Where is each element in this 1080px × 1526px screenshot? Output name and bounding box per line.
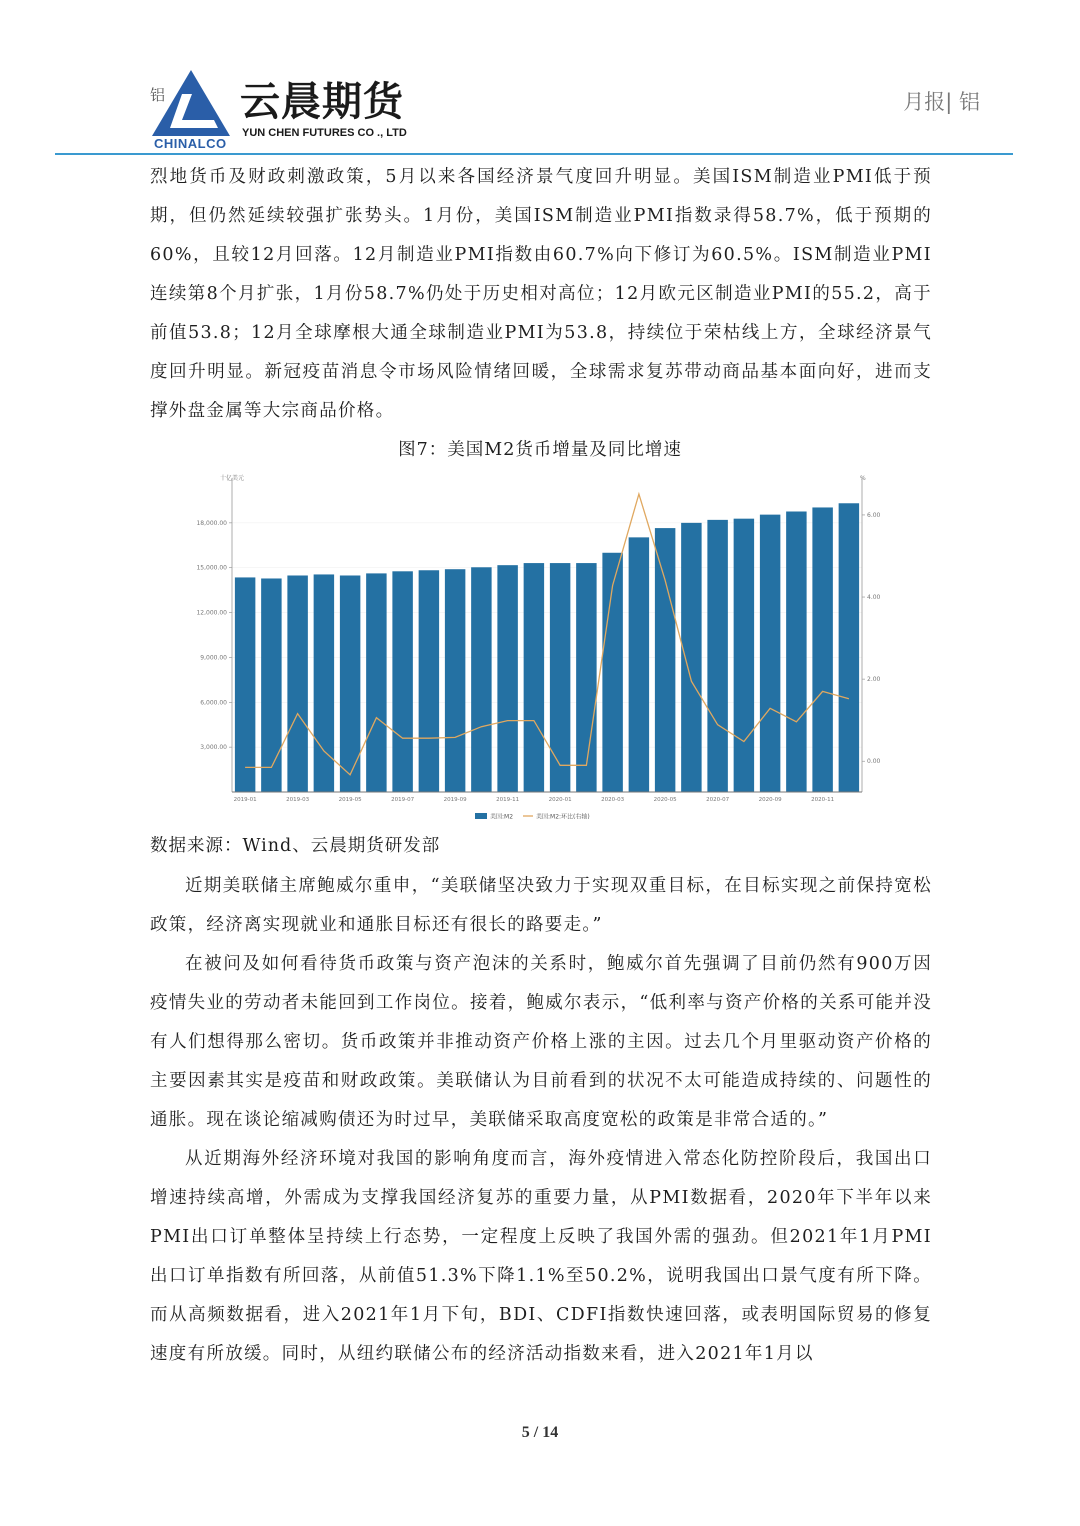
svg-text:2019-09: 2019-09 [443,797,467,803]
svg-text:2019-01: 2019-01 [233,797,257,803]
svg-text:2020-05: 2020-05 [653,797,677,803]
svg-text:4.00: 4.00 [867,594,881,602]
chinalco-logo-icon [152,70,230,136]
svg-text:2020-11: 2020-11 [811,797,835,803]
page-number: 5 / 14 [521,1424,559,1441]
svg-text:0.00: 0.00 [867,758,881,766]
svg-text:9,000.00: 9,000.00 [200,654,227,662]
bar [261,578,281,792]
svg-text:6.00: 6.00 [867,511,881,519]
bar [550,563,570,792]
chart-canvas [180,466,900,828]
bar [786,511,806,792]
header-tag: 铝 [150,86,166,104]
bar [760,515,780,792]
svg-text:2.00: 2.00 [867,676,881,684]
bar [366,573,386,792]
bar [655,528,675,792]
data-source: 数据来源：Wind、云晨期货研发部 [150,836,441,856]
company-name-en: YUN CHEN FUTURES CO ., LTD [242,127,407,139]
svg-text:2020-09: 2020-09 [758,797,782,803]
svg-text:美国:M2: 美国:M2 [490,813,514,821]
page-header [0,0,1080,160]
body-section-top [150,158,932,431]
svg-text:2019-03: 2019-03 [286,797,310,803]
figure-caption: 图7：美国M2货币增量及同比增速 [398,440,682,460]
bar [839,503,859,792]
svg-text:十亿美元: 十亿美元 [220,475,245,482]
svg-text:2019-05: 2019-05 [338,797,362,803]
bar [392,571,412,792]
line-series [245,494,849,775]
company-name-cn: 云晨期货 [240,79,404,125]
bar [497,565,517,792]
svg-text:美国:M2:环比(右轴): 美国:M2:环比(右轴) [536,813,590,821]
paragraph: 在被问及如何看待货币政策与资产泡沫的关系时，鲍威尔首先强调了目前仍然有900万因疫情失业的劳动者未能回到工作岗位。接着，鲍威尔表示，“低利率与资产价格的关系可能并没有人们想得那么密切。货币政策并非推动资产价格上涨的主因。过去几个月里驱动资产价格的主要因素其实是疫苗和财政政策。美联储认为目前看到的状况不太可能造成持续的、问题性的通胀。现在谈论缩减购债还为时过早，美联储采取高度宽松的政策是非常合适的。” [150,954,932,1130]
svg-text:2019-07: 2019-07 [391,797,415,803]
svg-text:2019-11: 2019-11 [496,797,520,803]
bar [471,567,491,792]
svg-text:18,000.00: 18,000.00 [196,519,227,527]
header-divider [55,153,1013,155]
bar [445,569,465,792]
paragraph: 从近期海外经济环境对我国的影响角度而言，海外疫情进入常态化防控阶段后，我国出口增速持续高增，外需成为支撑我国经济复苏的重要力量，从PMI数据看，2020年下半年以来PMI出口订单整体呈持续上行态势，一定程度上反映了我国外需的强劲。但2021年1月PMI出口订单指数有所回落，从前值51.3%下降1.1%至50.2%，说明我国出口景气度有所下降。而从高频数据看，进入2021年1月下旬，BDI、CDFI指数快速回落，或表明国际贸易的修复速度有所放缓。同时，从纽约联储公布的经济活动指数来看，进入2021年1月以 [150,1149,932,1364]
bar [576,563,596,792]
svg-text:2020-07: 2020-07 [706,797,730,803]
bar [681,523,701,792]
svg-text:2020-01: 2020-01 [548,797,572,803]
bar [314,574,334,792]
bar [524,563,544,792]
svg-text:3,000.00: 3,000.00 [200,744,227,752]
bar [812,507,832,792]
svg-text:6,000.00: 6,000.00 [200,699,227,707]
bar [734,519,754,792]
logo-brand-text: CHINALCO [154,136,227,151]
paragraph: 烈地货币及财政刺激政策，5月以来各国经济景气度回升明显。美国ISM制造业PMI低于预期，但仍然延续较强扩张势头。1月份，美国ISM制造业PMI指数录得58.7%，低于预期的60%，且较12月回落。12月制造业PMI指数由60.7%向下修订为60.5%。ISM制造业PMI连续第8个月扩张，1月份58.7%仍处于历史相对高位；12月欧元区制造业PMI的55.2，高于前值53.8；12月全球摩根大通全球制造业PMI为53.8，持续位于荣枯线上方，全球经济景气度回升明显。新冠疫苗消息令市场风险情绪回暖，全球需求复苏带动商品基本面向好，进而支撑外盘金属等大宗商品价格。 [150,167,932,421]
m2-chart [180,466,900,828]
body-section-bottom [150,867,932,1374]
svg-text:12,000.00: 12,000.00 [196,609,227,617]
bar [629,537,649,792]
bar [235,577,255,792]
paragraph: 近期美联储主席鲍威尔重申，“美联储坚决致力于实现双重目标，在目标实现之前保持宽松政策，经济离实现就业和通胀目标还有很长的路要走。” [150,876,932,935]
svg-text:2020-03: 2020-03 [601,797,625,803]
bar [707,520,727,792]
svg-text:15,000.00: 15,000.00 [196,564,227,572]
bar [419,570,439,792]
report-type: 月报| 铝 [903,90,980,114]
bar [287,575,307,792]
svg-text:%: % [860,475,866,482]
